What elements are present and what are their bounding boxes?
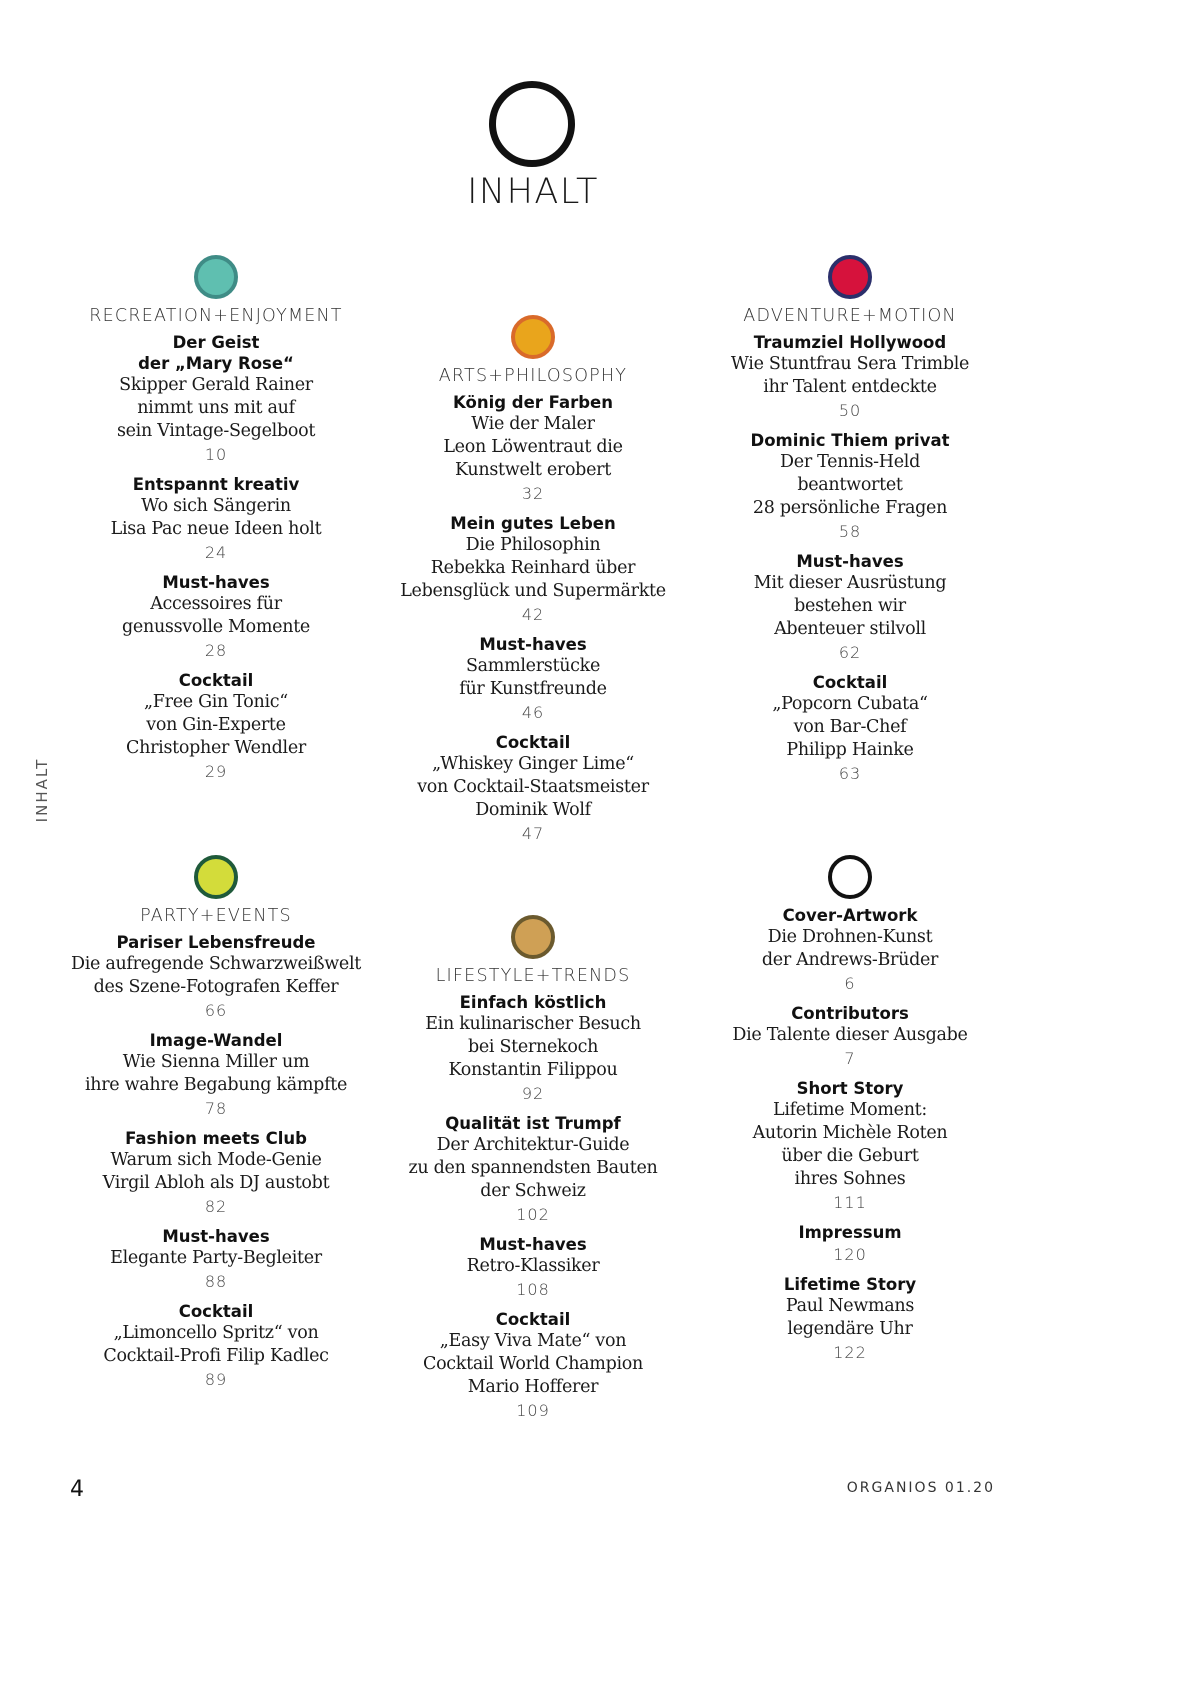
entry-description: der Schweiz (480, 1181, 586, 1201)
section-recreation-enjoyment (66, 255, 366, 791)
entry-description: legendäre Uhr (787, 1319, 913, 1339)
entry-description: Konstantin Filippou (448, 1060, 618, 1080)
entry-description: Philipp Hainke (786, 740, 914, 760)
entry-page-number: 111 (833, 1193, 867, 1212)
toc-entry[interactable] (700, 332, 1000, 423)
entry-title: Dominic Thiem privat (750, 431, 950, 450)
entry-page-number: 58 (838, 522, 862, 541)
entry-description: Cocktail-Profi Filip Kadlec (103, 1346, 329, 1366)
entry-page-number: 24 (204, 543, 228, 562)
section-dot-icon (828, 255, 872, 299)
entry-description: Die Philosophin (465, 535, 601, 555)
toc-entry[interactable] (700, 905, 1000, 996)
entry-description: Lifetime Moment: (773, 1100, 927, 1120)
entry-page-number: 10 (204, 445, 228, 464)
section-dot-icon (511, 315, 555, 359)
entry-description: bestehen wir (794, 596, 906, 616)
entry-title: Der Geist (172, 333, 260, 352)
entry-page-number: 42 (521, 605, 545, 624)
entry-page-number: 78 (204, 1099, 228, 1118)
entry-title: Must-haves (162, 1227, 270, 1246)
entry-description: beantwortet (797, 475, 903, 495)
section-arts-philosophy (383, 315, 683, 853)
entry-page-number: 28 (204, 641, 228, 660)
entry-title: Cocktail (495, 733, 571, 752)
section-dot-icon (194, 855, 238, 899)
entry-title: der „Mary Rose“ (138, 354, 294, 373)
entry-page-number: 46 (521, 703, 545, 722)
entry-description: ihre wahre Begabung kämpfte (84, 1075, 348, 1095)
entry-title: Image-Wandel (149, 1031, 283, 1050)
entry-page-number: 6 (844, 974, 856, 993)
entry-page-number: 47 (521, 824, 545, 843)
entry-description: über die Geburt (781, 1146, 919, 1166)
entry-description: Lisa Pac neue Ideen holt (110, 519, 322, 539)
toc-entry[interactable] (66, 1301, 366, 1392)
entry-description: Kunstwelt erobert (455, 460, 611, 480)
entry-description: Cocktail World Champion (422, 1354, 643, 1374)
entry-title: Must-haves (479, 1235, 587, 1254)
entry-description: „Free Gin Tonic“ (144, 692, 288, 712)
entry-description: Der Tennis-Held (780, 452, 920, 472)
entry-page-number: 29 (204, 762, 228, 781)
entry-description: Wie Sienna Miller um (122, 1052, 310, 1072)
toc-entry[interactable] (66, 1030, 366, 1121)
section-label: RECREATION+ENJOYMENT (89, 306, 343, 326)
entry-title: Contributors (791, 1004, 909, 1023)
entry-title: Cover-Artwork (782, 906, 918, 925)
toc-entry[interactable] (700, 672, 1000, 786)
entry-title: Traumziel Hollywood (753, 333, 947, 352)
entry-page-number: 89 (204, 1370, 228, 1389)
entry-title: Mein gutes Leben (450, 514, 616, 533)
entry-page-number: 102 (516, 1205, 550, 1224)
entry-description: Skipper Gerald Rainer (119, 375, 313, 395)
entry-page-number: 66 (204, 1001, 228, 1020)
entry-description: Accessoires für (150, 594, 282, 614)
toc-entry[interactable] (66, 1128, 366, 1219)
toc-entry[interactable] (383, 1113, 683, 1227)
entry-description: Ein kulinarischer Besuch (425, 1014, 641, 1034)
entry-description: Autorin Michèle Roten (752, 1123, 948, 1143)
entry-description: der Andrews-Brüder (761, 950, 939, 970)
entry-page-number: 63 (838, 764, 862, 783)
entry-page-number: 7 (844, 1049, 856, 1068)
entry-description: 28 persönliche Fragen (752, 498, 948, 518)
entry-page-number: 109 (516, 1401, 550, 1420)
page-number: 4 (70, 1477, 84, 1502)
entry-title: Einfach köstlich (459, 993, 607, 1012)
toc-entry[interactable] (383, 1309, 683, 1423)
toc-entry[interactable] (383, 513, 683, 627)
toc-entry[interactable] (700, 1003, 1000, 1071)
toc-entry[interactable] (383, 732, 683, 846)
entry-title: Entspannt kreativ (132, 475, 300, 494)
entry-title: Cocktail (812, 673, 888, 692)
section-label: LIFESTYLE+TRENDS (435, 966, 631, 986)
section-party-events (66, 855, 366, 1399)
toc-entry[interactable] (66, 332, 366, 467)
section-label: PARTY+EVENTS (140, 906, 292, 926)
entry-description: sein Vintage-Segelboot (116, 421, 316, 441)
entry-description: Retro-Klassiker (466, 1256, 600, 1276)
entry-description: Christopher Wendler (126, 738, 306, 758)
side-label: INHALT (33, 757, 51, 823)
entry-description: „Popcorn Cubata“ (772, 694, 928, 714)
entry-description: Wo sich Sängerin (141, 496, 291, 516)
toc-entry[interactable] (383, 1234, 683, 1302)
section-dot-icon (828, 855, 872, 899)
entry-description: Dominik Wolf (475, 800, 591, 820)
entry-page-number: 50 (838, 401, 862, 420)
section-lifestyle-trends (383, 915, 683, 1430)
entry-description: zu den spannendsten Bauten (408, 1158, 658, 1178)
entry-description: Wie der Maler (471, 414, 595, 434)
entry-description: Mario Hofferer (467, 1377, 599, 1397)
entry-title: Fashion meets Club (125, 1129, 307, 1148)
entry-description: Warum sich Mode-Genie (110, 1150, 322, 1170)
entry-title: Short Story (796, 1079, 904, 1098)
entry-description: bei Sternekoch (467, 1037, 599, 1057)
entry-description: von Cocktail-Staatsmeister (417, 777, 649, 797)
entry-description: nimmt uns mit auf (137, 398, 295, 418)
entry-description: Die Talente dieser Ausgabe (732, 1025, 968, 1045)
toc-entry[interactable] (700, 1078, 1000, 1215)
entry-description: Die aufregende Schwarzweißwelt (70, 954, 362, 974)
section-dot-icon (511, 915, 555, 959)
entry-description: Die Drohnen-Kunst (767, 927, 933, 947)
entry-description: Der Architektur-Guide (436, 1135, 630, 1155)
page-title: INHALT (467, 172, 599, 212)
entry-page-number: 122 (833, 1343, 867, 1362)
entry-title: Cocktail (495, 1310, 571, 1329)
entry-title: Cocktail (178, 671, 254, 690)
section-misc (700, 855, 1000, 1372)
section-dot-icon (194, 255, 238, 299)
entry-description: genussvolle Momente (122, 617, 310, 637)
toc-entry[interactable] (700, 551, 1000, 665)
entry-page-number: 32 (521, 484, 545, 503)
entry-title: Lifetime Story (783, 1275, 917, 1294)
entry-title: Cocktail (178, 1302, 254, 1321)
entry-description: Sammlerstücke (465, 656, 601, 676)
entry-description: Rebekka Reinhard über (430, 558, 636, 578)
entry-title: Impressum (798, 1223, 902, 1242)
toc-entry[interactable] (383, 634, 683, 725)
entry-description: Abenteuer stilvoll (774, 619, 926, 639)
entry-description: Virgil Abloh als DJ austobt (102, 1173, 330, 1193)
entry-description: des Szene-Fotografen Keffer (93, 977, 339, 997)
entry-description: Elegante Party-Begleiter (110, 1248, 322, 1268)
toc-entry[interactable] (700, 1222, 1000, 1267)
entry-description: von Bar-Chef (793, 717, 907, 737)
toc-entry[interactable] (66, 572, 366, 663)
toc-entry[interactable] (66, 670, 366, 784)
entry-description: „Limoncello Spritz“ von (113, 1323, 319, 1343)
entry-description: für Kunstfreunde (459, 679, 607, 699)
entry-description: „Whiskey Ginger Lime“ (432, 754, 634, 774)
entry-page-number: 62 (838, 643, 862, 662)
entry-description: ihres Sohnes (794, 1169, 906, 1189)
toc-entry[interactable] (383, 992, 683, 1106)
toc-entry[interactable] (700, 1274, 1000, 1365)
section-label: ARTS+PHILOSOPHY (438, 366, 628, 386)
issue-label: ORGANIOS 01.20 (846, 1480, 995, 1496)
entry-description: ihr Talent entdeckte (763, 377, 937, 397)
entry-description: „Easy Viva Mate“ von (439, 1331, 627, 1351)
toc-entry[interactable] (66, 932, 366, 1023)
toc-entry[interactable] (66, 1226, 366, 1294)
entry-description: Wie Stuntfrau Sera Trimble (730, 354, 970, 374)
entry-description: Lebensglück und Supermärkte (400, 581, 666, 601)
toc-entry[interactable] (700, 430, 1000, 544)
entry-page-number: 82 (204, 1197, 228, 1216)
toc-entry[interactable] (383, 392, 683, 506)
entry-description: Mit dieser Ausrüstung (753, 573, 947, 593)
entry-page-number: 88 (204, 1272, 228, 1291)
section-label: ADVENTURE+MOTION (743, 306, 957, 326)
entry-page-number: 120 (833, 1245, 867, 1264)
entry-title: Must-haves (162, 573, 270, 592)
entry-title: Must-haves (796, 552, 904, 571)
entry-title: Qualität ist Trumpf (445, 1114, 621, 1133)
entry-page-number: 92 (521, 1084, 545, 1103)
entry-description: Paul Newmans (785, 1296, 915, 1316)
entry-title: Must-haves (479, 635, 587, 654)
section-adventure-motion (700, 255, 1000, 793)
entry-description: von Gin-Experte (146, 715, 286, 735)
entry-page-number: 108 (516, 1280, 550, 1299)
entry-title: Pariser Lebensfreude (116, 933, 316, 952)
entry-description: Leon Löwentraut die (443, 437, 623, 457)
title-ring-icon (489, 81, 575, 167)
toc-entry[interactable] (66, 474, 366, 565)
entry-title: König der Farben (453, 393, 613, 412)
